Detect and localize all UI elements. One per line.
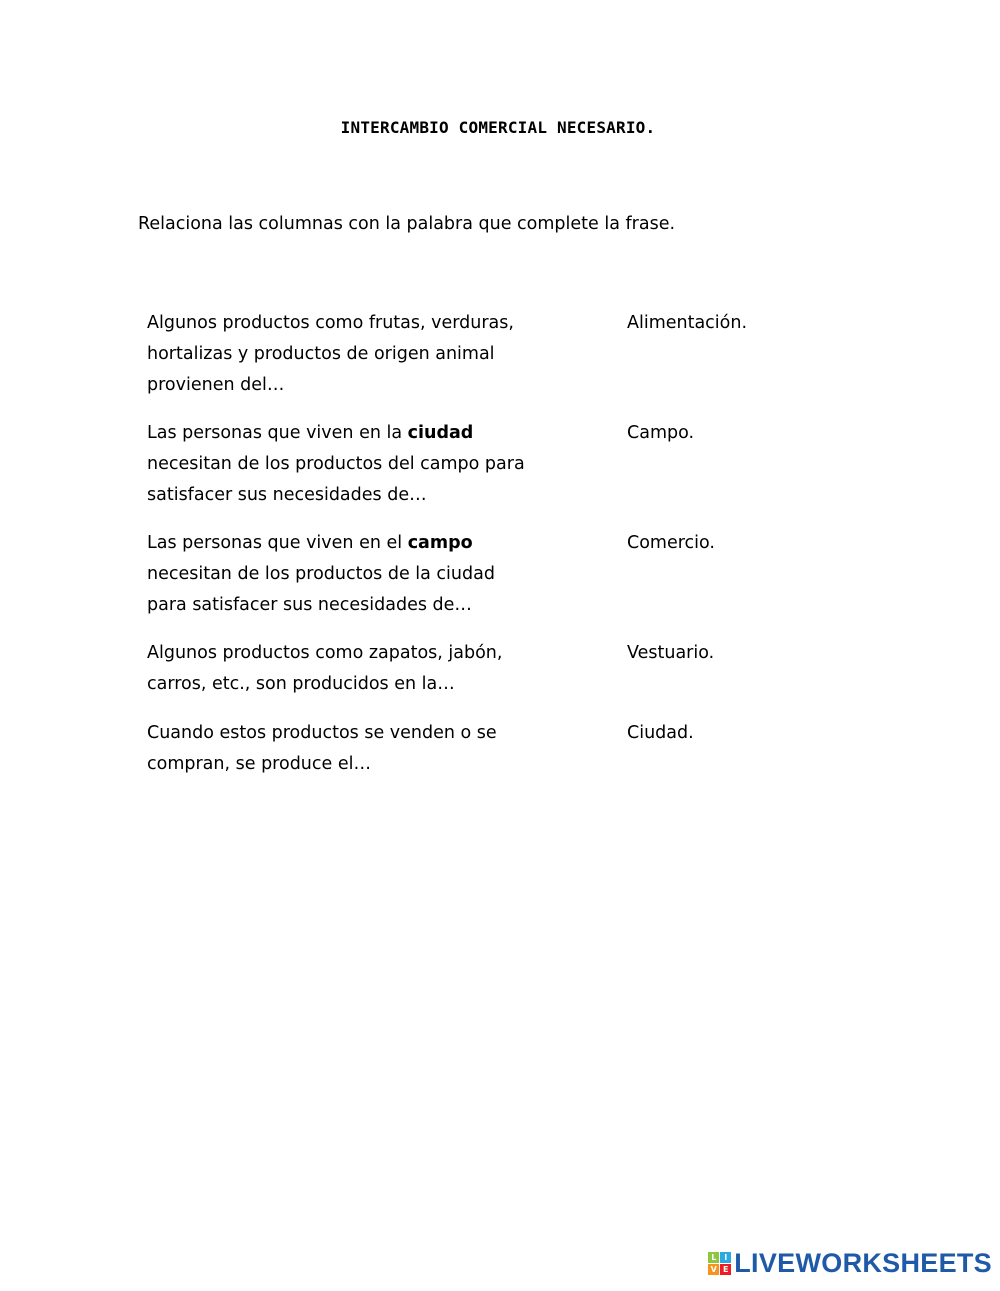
logo-blocks-icon — [708, 1252, 731, 1275]
phrase-line — [147, 669, 587, 700]
answer-word[interactable]: Ciudad. — [627, 723, 694, 743]
logo-text: LIVEWORKSHEETS — [734, 1248, 992, 1278]
phrase-line-text: Cuando estos productos se venden o se — [147, 723, 497, 743]
phrase-line — [147, 638, 587, 669]
phrase-line — [147, 718, 587, 749]
phrase-line — [147, 559, 587, 590]
phrase-line — [147, 449, 587, 480]
phrase-bold-word: ciudad — [407, 423, 474, 443]
phrase-line-text: necesitan de los productos del campo para — [147, 454, 525, 474]
logo-block: L — [708, 1252, 719, 1263]
logo-block: V — [708, 1264, 719, 1275]
logo-block: I — [720, 1252, 731, 1263]
phrase-line — [147, 370, 587, 401]
phrase-line-text: hortalizas y productos de origen animal — [147, 344, 495, 364]
phrase-line — [147, 480, 587, 511]
phrase-line-text: necesitan de los productos de la ciudad — [147, 564, 495, 584]
phrase-line — [147, 418, 587, 449]
phrase-bold-word: campo — [407, 533, 473, 553]
phrase-line — [147, 308, 587, 339]
phrase-text — [147, 718, 587, 780]
phrase-line-text: Algunos productos como zapatos, jabón, — [147, 643, 503, 663]
phrase-text — [147, 308, 587, 401]
phrase-line — [147, 339, 587, 370]
logo-block: E — [720, 1264, 731, 1275]
phrase-line-text: provienen del… — [147, 375, 285, 395]
phrase-line-text: satisfacer sus necesidades de… — [147, 485, 427, 505]
phrase-line-text: para satisfacer sus necesidades de… — [147, 595, 472, 615]
phrase-text — [147, 528, 587, 621]
phrase-line-text: carros, etc., son producidos en la… — [147, 674, 455, 694]
phrase-line — [147, 749, 587, 780]
answer-word[interactable]: Alimentación. — [627, 313, 748, 333]
phrase-line-text: Las personas que viven en el — [147, 533, 408, 553]
answer-word[interactable]: Vestuario. — [627, 643, 715, 663]
phrase-text — [147, 638, 587, 700]
liveworksheets-logo — [708, 1248, 992, 1279]
worksheet-title: INTERCAMBIO COMERCIAL NECESARIO. — [340, 118, 656, 137]
answer-word[interactable]: Campo. — [627, 423, 695, 443]
phrase-line-text: compran, se produce el… — [147, 754, 371, 774]
phrase-line-text: Las personas que viven en la — [147, 423, 408, 443]
phrase-line — [147, 590, 587, 621]
answer-word[interactable]: Comercio. — [627, 533, 715, 553]
phrase-line-text: Algunos productos como frutas, verduras, — [147, 313, 514, 333]
phrase-text — [147, 418, 587, 511]
phrase-line — [147, 528, 587, 559]
instruction-text: Relaciona las columnas con la palabra que complete la frase. — [138, 214, 676, 234]
